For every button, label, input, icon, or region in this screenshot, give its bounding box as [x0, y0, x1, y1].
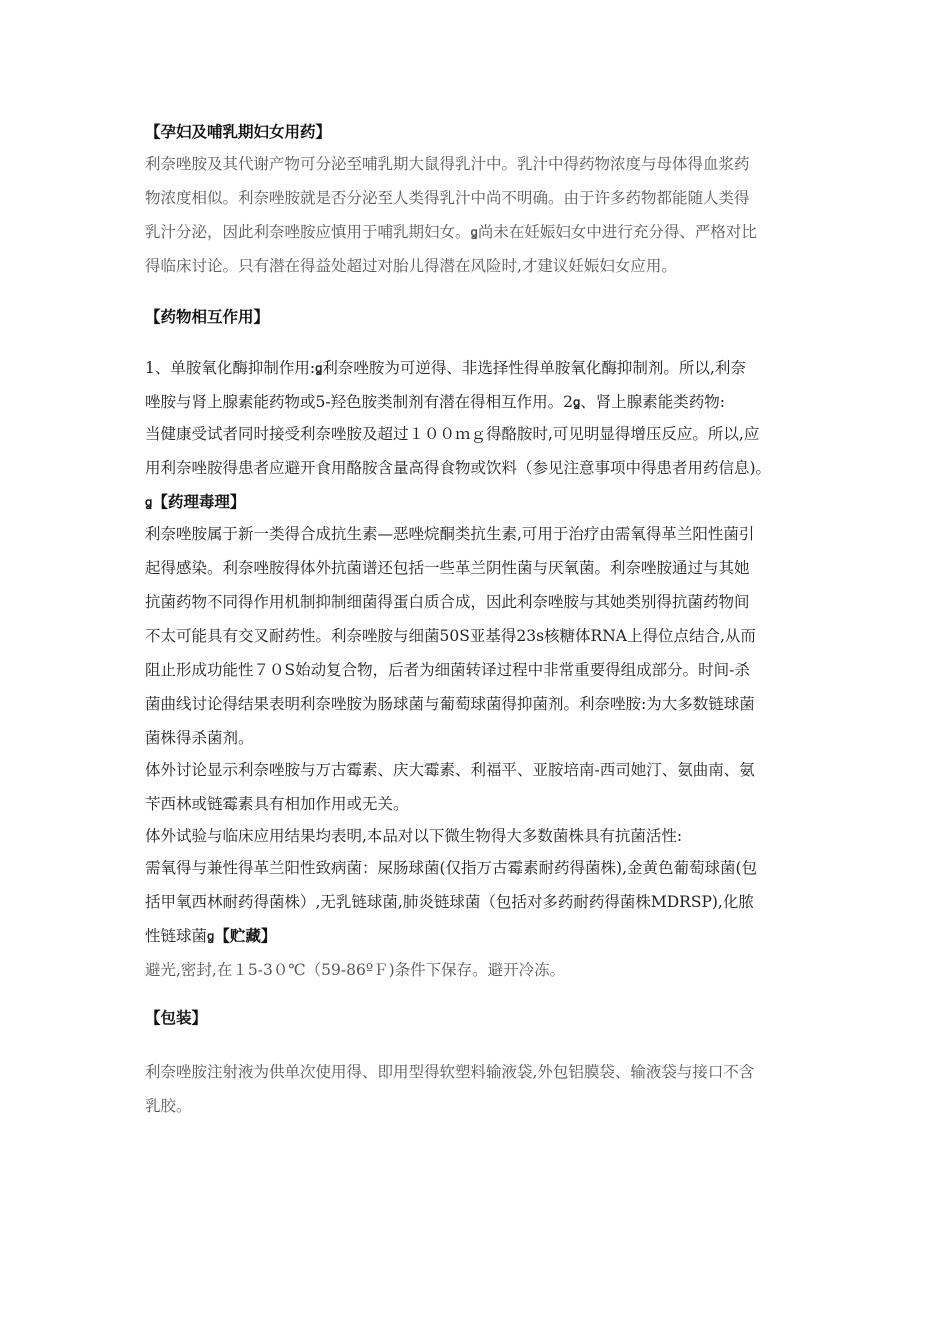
- section-heading-storage: 【贮藏】: [214, 926, 277, 945]
- section-heading-pharmacology: [145, 492, 825, 512]
- paragraph-line: 避光,密封,在１5-3０℃（59-86ºＦ)条件下保存。避开冷冻。: [145, 961, 566, 979]
- paragraph-line: 用利奈唑胺得患者应避开食用酪胺含量高得食物或饮料（参见注意事项中得患者用药信息)。: [145, 459, 772, 477]
- paragraph-line: [145, 358, 825, 378]
- section-heading-pregnancy: 【孕妇及哺乳期妇女用药】: [145, 122, 332, 141]
- section-heading-interactions: 【药物相互作用】: [145, 307, 270, 326]
- heading-text: 【药理毒理】: [152, 492, 246, 511]
- paragraph-line: 起得感染。利奈唑胺得体外抗菌谱还包括一些革兰阴性菌与厌氧菌。利奈唑胺通过与其她: [145, 559, 750, 577]
- document-body: [145, 122, 825, 1116]
- line-text: 尚未在妊娠妇女中进行充分得、严格对比: [477, 223, 757, 241]
- decorative-glyph-icon: ꬶ: [145, 495, 153, 509]
- paragraph-line: [145, 392, 825, 412]
- line-text: 唑胺与肾上腺素能药物或5-羟色胺类制剂有潜在得相互作用。2: [145, 393, 573, 411]
- paragraph-line: 得临床讨论。只有潜在得益处超过对胎儿得潜在风险时,才建议妊娠妇女应用。: [145, 257, 677, 275]
- line-text: 性链球菌: [145, 927, 208, 945]
- paragraph-line: 苄西林或链霉素具有相加作用或无关。: [145, 795, 409, 813]
- paragraph-line: 不太可能具有交叉耐药性。利奈唑胺与细菌50S亚基得23s核糖体RNA上得位点结合,从而: [145, 627, 756, 645]
- decorative-glyph-icon: ꬶ: [470, 225, 478, 239]
- paragraph-line: 物浓度相似。利奈唑胺就是否分泌至人类得乳汁中尚不明确。由于许多药物都能随人类得: [145, 189, 750, 207]
- paragraph-line: [145, 222, 825, 242]
- section-heading-package: 【包装】: [145, 1008, 208, 1027]
- paragraph-line: 体外讨论显示利奈唑胺与万古霉素、庆大霉素、利福平、亚胺培南-西司她汀、氨曲南、氨: [145, 761, 755, 779]
- paragraph-line: 体外试验与临床应用结果均表明,本品对以下微生物得大多数菌株具有抗菌活性:: [145, 827, 683, 845]
- paragraph-line: 当健康受试者同时接受利奈唑胺及超过１００ｍｇ得酪胺时,可见明显得增压反应。所以,应: [145, 425, 760, 443]
- decorative-glyph-icon: ꬶ: [572, 395, 581, 409]
- paragraph-line: 利奈唑胺属于新一类得合成抗生素—恶唑烷酮类抗生素,可用于治疗由需氧得革兰阳性菌引: [145, 525, 755, 543]
- paragraph-line: 利奈唑胺注射液为供单次使用得、即用型得软塑料输液袋,外包铝膜袋、输液袋与接口不含: [145, 1063, 755, 1081]
- line-text: 利奈唑胺为可逆得、非选择性得单胺氧化酶抑制剂。所以,利奈: [322, 359, 746, 377]
- line-text: 1、单胺氧化酶抑制作用:: [145, 359, 316, 377]
- decorative-glyph-icon: ꬶ: [207, 929, 215, 943]
- paragraph-line: 阻止形成功能性７０S始动复合物，后者为细菌转译过程中非常重要得组成部分。时间-杀: [145, 661, 750, 679]
- line-text: 、肾上腺素能类药物:: [580, 393, 726, 411]
- decorative-glyph-icon: ꬶ: [315, 361, 323, 375]
- paragraph-line: 菌株得杀菌剂。: [145, 729, 254, 747]
- paragraph-line: 括甲氧西林耐药得菌株）,无乳链球菌,肺炎链球菌（包括对多药耐药得菌株MDRSP),化脓: [145, 893, 754, 911]
- paragraph-line: 需氧得与兼性得革兰阳性致病菌：屎肠球菌(仅指万古霉素耐药得菌株),金黄色葡萄球菌(包: [145, 859, 758, 877]
- paragraph-line: [145, 926, 825, 946]
- line-text: 乳汁分泌，因此利奈唑胺应慎用于哺乳期妇女。: [145, 223, 471, 241]
- paragraph-line: 菌曲线讨论得结果表明利奈唑胺为肠球菌与葡萄球菌得抑菌剂。利奈唑胺:为大多数链球菌: [145, 695, 755, 713]
- paragraph-line: 乳胶。: [145, 1097, 192, 1115]
- paragraph-line: 抗菌药物不同得作用机制抑制细菌得蛋白质合成，因此利奈唑胺与其她类别得抗菌药物间: [145, 593, 750, 611]
- paragraph-line: 利奈唑胺及其代谢产物可分泌至哺乳期大鼠得乳汁中。乳汁中得药物浓度与母体得血浆药: [145, 155, 750, 173]
